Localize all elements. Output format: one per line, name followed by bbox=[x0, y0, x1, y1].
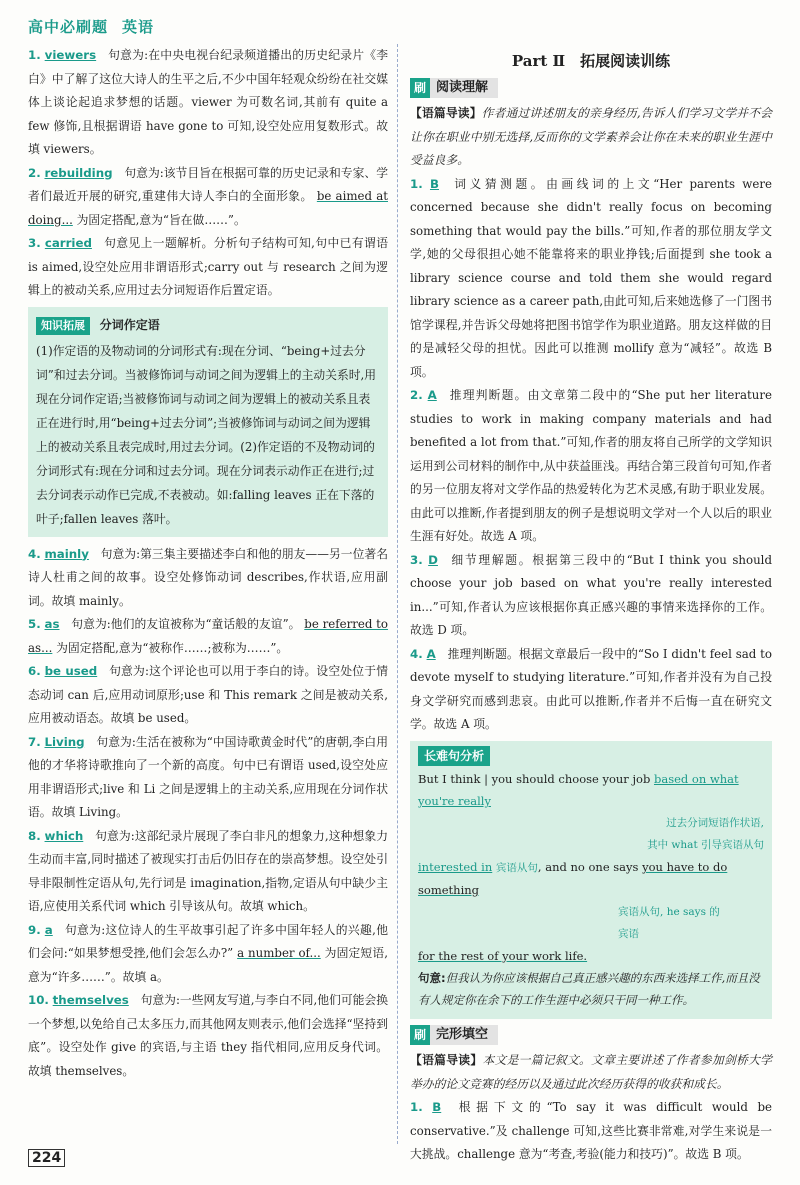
explanation: 句意为:一些网友写道,与李白不同,他们可能会换一个梦想,以免给自己太多压力,而其他网友则表示,他们会选择“坚持到底”。设空处作 give 的宾语,与主语 they 指代相同,应用反身代词。故填 themselves。 bbox=[28, 993, 389, 1078]
sentence-part: based on what you're really bbox=[418, 772, 739, 808]
answer-word: themselves bbox=[52, 993, 129, 1007]
answer-item bbox=[410, 1096, 772, 1167]
sentence-line: But I think | you should choose your job based on what you're really bbox=[418, 772, 739, 808]
explanation: 句意为:这部纪录片展现了李白非凡的想象力,这种想象力生动而丰富,同时描述了被现实打击后仍旧存在的崇高梦想。设空处引导非限制性定语从句,先行词是 imagination,指物,定语从句中缺少主语,应使用关系代词 which 引导该从句。故填 which。 bbox=[28, 828, 389, 913]
explanation: 句意为:在中央电视台纪录频道播出的历史纪录片《李白》中了解了这位大诗人的生平之后,不少中国年轻观众纷纷在社交媒体上谈论起追求梦想的话题。viewer 为可数名词,其前有 quite a few 修饰,且根据谓语 have gone to 可知,设空处应用复数形式。故填 viewers。 bbox=[28, 48, 388, 156]
explanation: 句意为:他们的友谊被称为“童话般的友谊”。 bbox=[71, 617, 301, 631]
explanation: 句意为:第三集主要描述李白和他的朋友——另一位著名诗人杜甫之间的故事。设空处修饰动词 describes,作状语,应用副词。故填 mainly。 bbox=[28, 546, 389, 608]
answer-item bbox=[410, 173, 772, 385]
item-number: 10. bbox=[28, 993, 49, 1007]
translation-text: 但我认为你应该根据自己真正感兴趣的东西来选择工作,而且没有人规定你在余下的工作生涯中必须只干同一种工作。 bbox=[418, 971, 760, 1007]
section-badge: 刷 bbox=[410, 78, 430, 98]
left-column bbox=[28, 44, 388, 1083]
annotation-text: 宾语从句, bbox=[618, 906, 664, 918]
answer-choice: A bbox=[427, 388, 437, 402]
sentence-part: But I think bbox=[418, 772, 481, 786]
guide-text: 本文是一篇记叙文。文章主要讲述了作者参加剑桥大学举办的论文竞赛的经历以及通过此次经历获得的收获和成长。 bbox=[410, 1053, 772, 1091]
explanation: 句意见上一题解析。分析句子结构可知,句中已有谓语 is aimed,设空处应用非谓语形式;carry out 与 research 之间为逻辑上的被动关系,应用过去分词短语作后置定语。 bbox=[28, 236, 388, 297]
item-number: 8. bbox=[28, 828, 41, 843]
right-column bbox=[410, 50, 772, 1167]
annotation bbox=[418, 901, 764, 945]
answer-choice: B bbox=[432, 1100, 442, 1114]
annotation-text: 其中 what 引导宾语从句 bbox=[647, 839, 764, 851]
answer-item bbox=[28, 989, 388, 1083]
item-number: 4. bbox=[410, 646, 423, 661]
section-badge: 刷 bbox=[410, 1025, 430, 1045]
annotation bbox=[418, 812, 764, 856]
column-divider bbox=[397, 44, 398, 1144]
explanation: 句意为:该节目旨在根据可靠的历史记录和专家、学者们最近开展的研究,重建伟大诗人李白的全面形象。 bbox=[28, 165, 389, 203]
page-header bbox=[28, 16, 154, 37]
answer-item bbox=[28, 162, 388, 233]
page-number bbox=[28, 1150, 65, 1166]
answer-item bbox=[28, 543, 388, 614]
item-number: 7. bbox=[28, 734, 41, 749]
reading-section-head bbox=[410, 78, 772, 98]
explanation-cont: 为固定短语,意为“许多……”。故填 a。 bbox=[28, 946, 389, 984]
answer-item bbox=[28, 825, 388, 919]
item-number: 3. bbox=[28, 236, 41, 250]
book-title: 高中必刷题 bbox=[28, 18, 109, 36]
annotation-text: 宾语从句 bbox=[495, 862, 538, 874]
knowledge-box bbox=[28, 307, 388, 537]
answer-word: mainly bbox=[44, 546, 89, 561]
answer-word: be used bbox=[44, 664, 98, 678]
answer-item bbox=[410, 643, 772, 737]
item-number: 1. bbox=[410, 176, 423, 191]
fixed-phrase: be referred to as... bbox=[28, 617, 389, 655]
subject-label: 英语 bbox=[122, 18, 155, 36]
annotation-text: 过去分词短语作状语, bbox=[666, 817, 764, 829]
answer-item bbox=[28, 44, 388, 162]
guide-text: 作者通过讲述朋友的亲身经历,告诉人们学习文学并不会让你在职业中别无选择,反而你的文学素养会让你在未来的职业生涯中受益良多。 bbox=[410, 106, 772, 167]
page-number-text: 224 bbox=[28, 1149, 65, 1167]
long-sentence-box bbox=[410, 741, 772, 1020]
item-number: 3. bbox=[410, 552, 423, 567]
explanation-cont: 为固定搭配,意为“旨在做……”。 bbox=[76, 212, 246, 227]
explanation: 细节理解题。根据第三段中的“But I think you should choose your job based on what you're really interested in...”可知,作者认为应该根据你真正感兴趣的事情来选择你的工作。故选 D 项。 bbox=[410, 552, 772, 637]
translation-label: 句意: bbox=[418, 971, 446, 985]
fixed-phrase: a number of... bbox=[237, 946, 321, 960]
answer-word: viewers bbox=[44, 48, 97, 62]
explanation: 根据下文的“To say it was difficult would be conservative.”及 challenge 可知,这些比赛非常难,对学生来说是一大挑战。challenge 意为“考查,考验(能力和技巧)”。故选 B 项。 bbox=[410, 1100, 773, 1161]
item-number: 5. bbox=[28, 617, 41, 631]
section-label: 阅读理解 bbox=[430, 78, 498, 98]
answer-word: carried bbox=[44, 236, 92, 250]
item-number: 2. bbox=[28, 165, 41, 180]
sentence-part: you have to do something bbox=[418, 860, 728, 897]
sentence-part: , and no one says bbox=[537, 860, 639, 874]
explanation: 词义猜测题。由画线词的上文“Her parents were concerned because she didn't really focus on becoming something that would pay the bills.”可知,作者的那位朋友学文学,她的父母很担心她不能靠将来的职业挣钱;后面提到 she took a library science course and told them she would regard library science as a career path,由此可知,后来她选修了一门图书馆学课程,并告诉父母她将把图书馆学作为职业道路。朋友这样做的目的是减轻父母的担忧。因此可以推测 mollify 意为“减轻”。故选 B 项。 bbox=[410, 176, 773, 379]
answer-item bbox=[28, 919, 388, 990]
sentence-line bbox=[418, 856, 764, 901]
answer-item bbox=[28, 232, 388, 303]
answer-item bbox=[410, 549, 772, 643]
translation bbox=[418, 967, 764, 1011]
guide-label: 【语篇导读】 bbox=[410, 106, 482, 120]
explanation: 推理判断题。由文章第二段中的“She put her literature studies to work in making company materials and had benefited a lot from that.”可知,作者的朋友将自己所学的文学知识运用到公司材料的制作中,从中获益匪浅。再结合第三段首句可知,作者的另一位朋友将对文学作品的热爱转化为艺术灵感,有助于职业发展。由此可以推断,作者提到朋友的例子是想说明文学对一个人以后的职业生涯有好处。故选 A 项。 bbox=[410, 388, 772, 543]
annotation-text: he says 的 bbox=[666, 906, 720, 918]
knowledge-title: 分词作定语 bbox=[99, 317, 160, 332]
explanation: 句意为:这位诗人的生平故事引起了许多中国年轻人的兴趣,他们会问:“如果梦想受挫,他们会怎么办?” bbox=[28, 922, 389, 960]
answer-word: which bbox=[44, 828, 84, 843]
knowledge-tag: 知识拓展 bbox=[36, 317, 90, 335]
item-number: 9. bbox=[28, 922, 41, 937]
explanation: 句意为:生活在被称为“中国诗歌黄金时代”的唐朝,李白用他的才华将诗歌推向了一个新的高度。句中已有谓语 used,设空处应用非谓语形式;live 和 Li 之间是逻辑上的主动关系,应用现在分词作状语。故填 Living。 bbox=[28, 734, 389, 819]
item-number: 1. bbox=[28, 48, 41, 62]
explanation: 句意为:这个评论也可以用于李白的诗。设空处位于情态动词 can 后,应用动词原形;use 和 This remark 之间是被动关系,应用被动语态。故填 be used。 bbox=[28, 664, 388, 725]
part-title: Part Ⅱ 拓展阅读训练 bbox=[511, 52, 671, 70]
section-label: 完形填空 bbox=[430, 1025, 498, 1045]
answer-word: as bbox=[44, 617, 60, 631]
answer-item bbox=[410, 384, 772, 549]
item-number: 2. bbox=[410, 388, 423, 402]
answer-item bbox=[28, 731, 388, 825]
item-number: 4. bbox=[28, 546, 41, 561]
passage-guide bbox=[410, 102, 772, 173]
sentence-part: interested in bbox=[418, 860, 493, 874]
explanation: 推理判断题。根据文章最后一段中的“So I didn't feel sad to devote myself to studying literature.”可知,作者并没有为自己投身文学研究而感到悲哀。由此可以推断,作者并不后悔一直在研究文学。故选 A 项。 bbox=[410, 646, 773, 731]
answer-word: a bbox=[44, 922, 53, 937]
sentence-part: for the rest of your work life. bbox=[418, 949, 588, 963]
answer-item bbox=[28, 660, 388, 731]
explanation-cont: 为固定搭配,意为“被称作……;被称为……”。 bbox=[56, 640, 289, 655]
guide-label: 【语篇导读】 bbox=[410, 1053, 483, 1067]
passage-guide bbox=[410, 1049, 772, 1096]
fixed-phrase: be aimed at doing... bbox=[28, 189, 388, 227]
sentence-part: you should choose your job bbox=[491, 772, 651, 786]
item-number: 6. bbox=[28, 664, 41, 678]
knowledge-text: (1)作定语的及物动词的分词形式有:现在分词、“being+过去分词”和过去分词。当被修饰词与动词之间为逻辑上的主动关系时,用现在分词作定语;当被修饰词与动词之间为逻辑上的被动关系且表正在进行时,用“being+过去分词”;当被修饰词与动词之间为逻辑上的被动关系且表完成时,用过去分词。(2)作定语的不及物动词的分词形式有:现在分词和过去分词。现在分词表示动作正在进行;过去分词表示动作已完成,不表被动。如:falling leaves 正在下落的叶子;fallen leaves 落叶。 bbox=[36, 343, 377, 526]
answer-choice: D bbox=[428, 552, 438, 567]
sentence-line bbox=[418, 945, 764, 967]
answer-word: rebuilding bbox=[44, 165, 113, 180]
answer-choice: B bbox=[429, 176, 439, 191]
answer-item bbox=[28, 613, 388, 660]
answer-word: Living bbox=[44, 734, 85, 749]
answer-choice: A bbox=[426, 646, 436, 661]
item-number: 1. bbox=[410, 1100, 423, 1114]
annotation-text: 宾语 bbox=[618, 928, 639, 940]
long-sentence-head: 长难句分析 bbox=[418, 746, 490, 766]
cloze-section-head bbox=[410, 1025, 772, 1045]
